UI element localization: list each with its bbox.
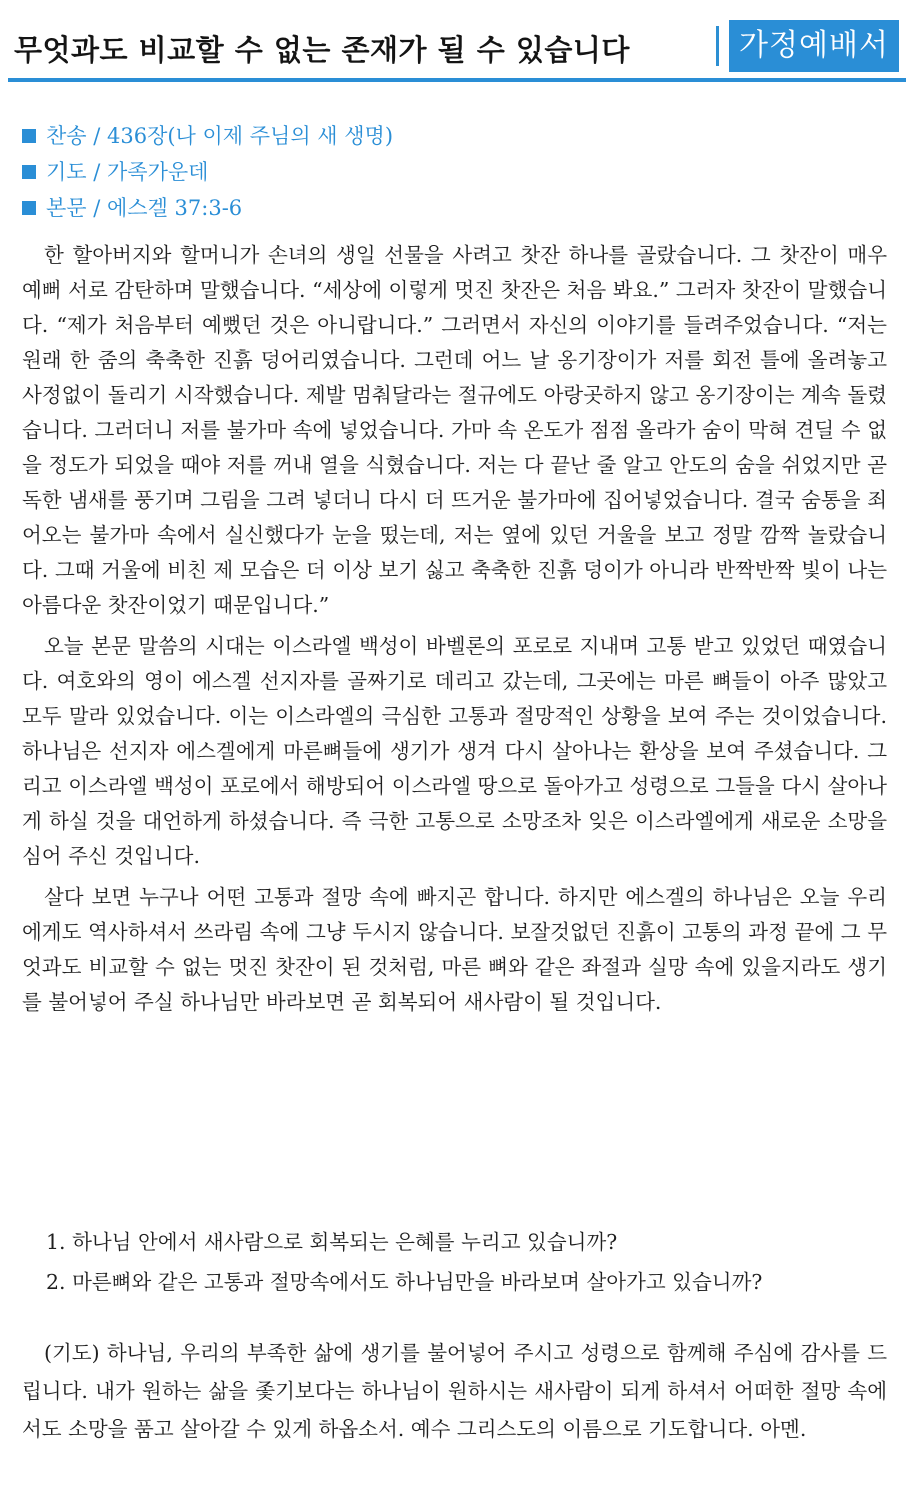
body-paragraph-application: 살다 보면 누구나 어떤 고통과 절망 속에 빠지곤 합니다. 하지만 에스겔의 하나님은 오늘 우리에게도 역사하셔서 쓰라림 속에 그냥 두시지 않습니다. 보잘것없던 진흙이 고통의 과정 끝에 그 무엇과도 비교할 수 없는 멋진 찻잔이 된 것처럼, 마른 뼈와 같은 좌절과 실망 속에 있을지라도 생기를 불어넣어 주실 하나님만 바라보면 곧 회복되어 새사람이 될 것입니다. — [22, 885, 887, 1014]
worship-info-list — [22, 118, 882, 226]
square-bullet-icon — [22, 201, 36, 215]
header-divider — [716, 26, 719, 66]
reflection-questions — [46, 1222, 896, 1302]
scripture-label: 본문 / 에스겔 37:3-6 — [46, 196, 243, 220]
body-paragraph-story: 한 할아버지와 할머니가 손녀의 생일 선물을 사려고 찻잔 하나를 골랐습니다. 그 찻잔이 매우 예뻐 서로 감탄하며 말했습니다. “세상에 이렇게 멋진 찻잔은 처음 봐요.” 그러자 찻잔이 말했습니다. “제가 처음부터 예뻤던 것은 아니랍니다.” 그러면서 자신의 이야기를 들려주었습니다. “저는 원래 한 줌의 축축한 진흙 덩어리였습니다. 그런데 어느 날 옹기장이가 저를 회전 틀에 올려놓고 사정없이 돌리기 시작했습니다. 제발 멈춰달라는 절규에도 아랑곳하지 않고 옹기장이는 계속 돌렸습니다. 그러더니 저를 불가마 속에 넣었습니다. 가마 속 온도가 점점 올라가 숨이 막혀 견딜 수 없을 정도가 되었을 때야 저를 꺼내 열을 식혔습니다. 저는 다 끝난 줄 알고 안도의 숨을 쉬었지만 곧 독한 냄새를 풍기며 그림을 그려 넣더니 다시 더 뜨거운 불가마에 집어넣었습니다. 결국 숨통을 죄어오는 불가마 속에서 실신했다가 눈을 떴는데, 저는 옆에 있던 거울을 보고 정말 깜짝 놀랐습니다. 그때 거울에 비친 제 모습은 더 이상 보기 싫고 축축한 진흙 덩이가 아니라 반짝반짝 빛이 나는 아름다운 찻잔이었기 때문입니다.” — [22, 243, 887, 617]
hymn-info — [22, 118, 882, 154]
sermon-body — [22, 238, 887, 1026]
header-rule — [8, 78, 906, 82]
hymn-label: 찬송 / 436장(나 이제 주님의 새 생명) — [46, 124, 394, 148]
question-item: 2. 마른뼈와 같은 고통과 절망속에서도 하나님만을 바라보며 살아가고 있습니까? — [46, 1270, 763, 1294]
closing-prayer — [22, 1334, 887, 1448]
prayer-label: 기도 / 가족가운데 — [46, 160, 209, 184]
scripture-info — [22, 190, 882, 226]
square-bullet-icon — [22, 165, 36, 179]
prayer-text: (기도) 하나님, 우리의 부족한 삶에 생기를 불어넣어 주시고 성령으로 함께해 주심에 감사를 드립니다. 내가 원하는 삶을 좇기보다는 하나님이 원하시는 새사람이 되게 하셔서 어떠한 절망 속에서도 소망을 품고 살아갈 수 있게 하옵소서. 예수 그리스도의 이름으로 기도합니다. 아멘. — [22, 1341, 887, 1441]
page-title: 무엇과도 비교할 수 없는 존재가 될 수 있습니다 — [14, 33, 630, 67]
question-item: 1. 하나님 안에서 새사람으로 회복되는 은혜를 누리고 있습니까? — [46, 1230, 618, 1254]
section-badge: 가정예배서 — [729, 20, 899, 72]
body-paragraph-scripture: 오늘 본문 말씀의 시대는 이스라엘 백성이 바벨론의 포로로 지내며 고통 받고 있었던 때였습니다. 여호와의 영이 에스겔 선지자를 골짜기로 데리고 갔는데, 그곳에는 마른 뼈들이 아주 많았고 모두 말라 있었습니다. 이는 이스라엘의 극심한 고통과 절망적인 상황을 보여 주는 것이었습니다. 하나님은 선지자 에스겔에게 마른뼈들에 생기가 생겨 다시 살아나는 환상을 보여 주셨습니다. 그리고 이스라엘 백성이 포로에서 해방되어 이스라엘 땅으로 돌아가고 성령으로 그들을 다시 살아나게 하실 것을 대언하게 하셨습니다. 즉 극한 고통으로 소망조차 잊은 이스라엘에게 새로운 소망을 심어 주신 것입니다. — [22, 634, 887, 868]
page-header — [0, 0, 915, 92]
prayer-info — [22, 154, 882, 190]
square-bullet-icon — [22, 129, 36, 143]
